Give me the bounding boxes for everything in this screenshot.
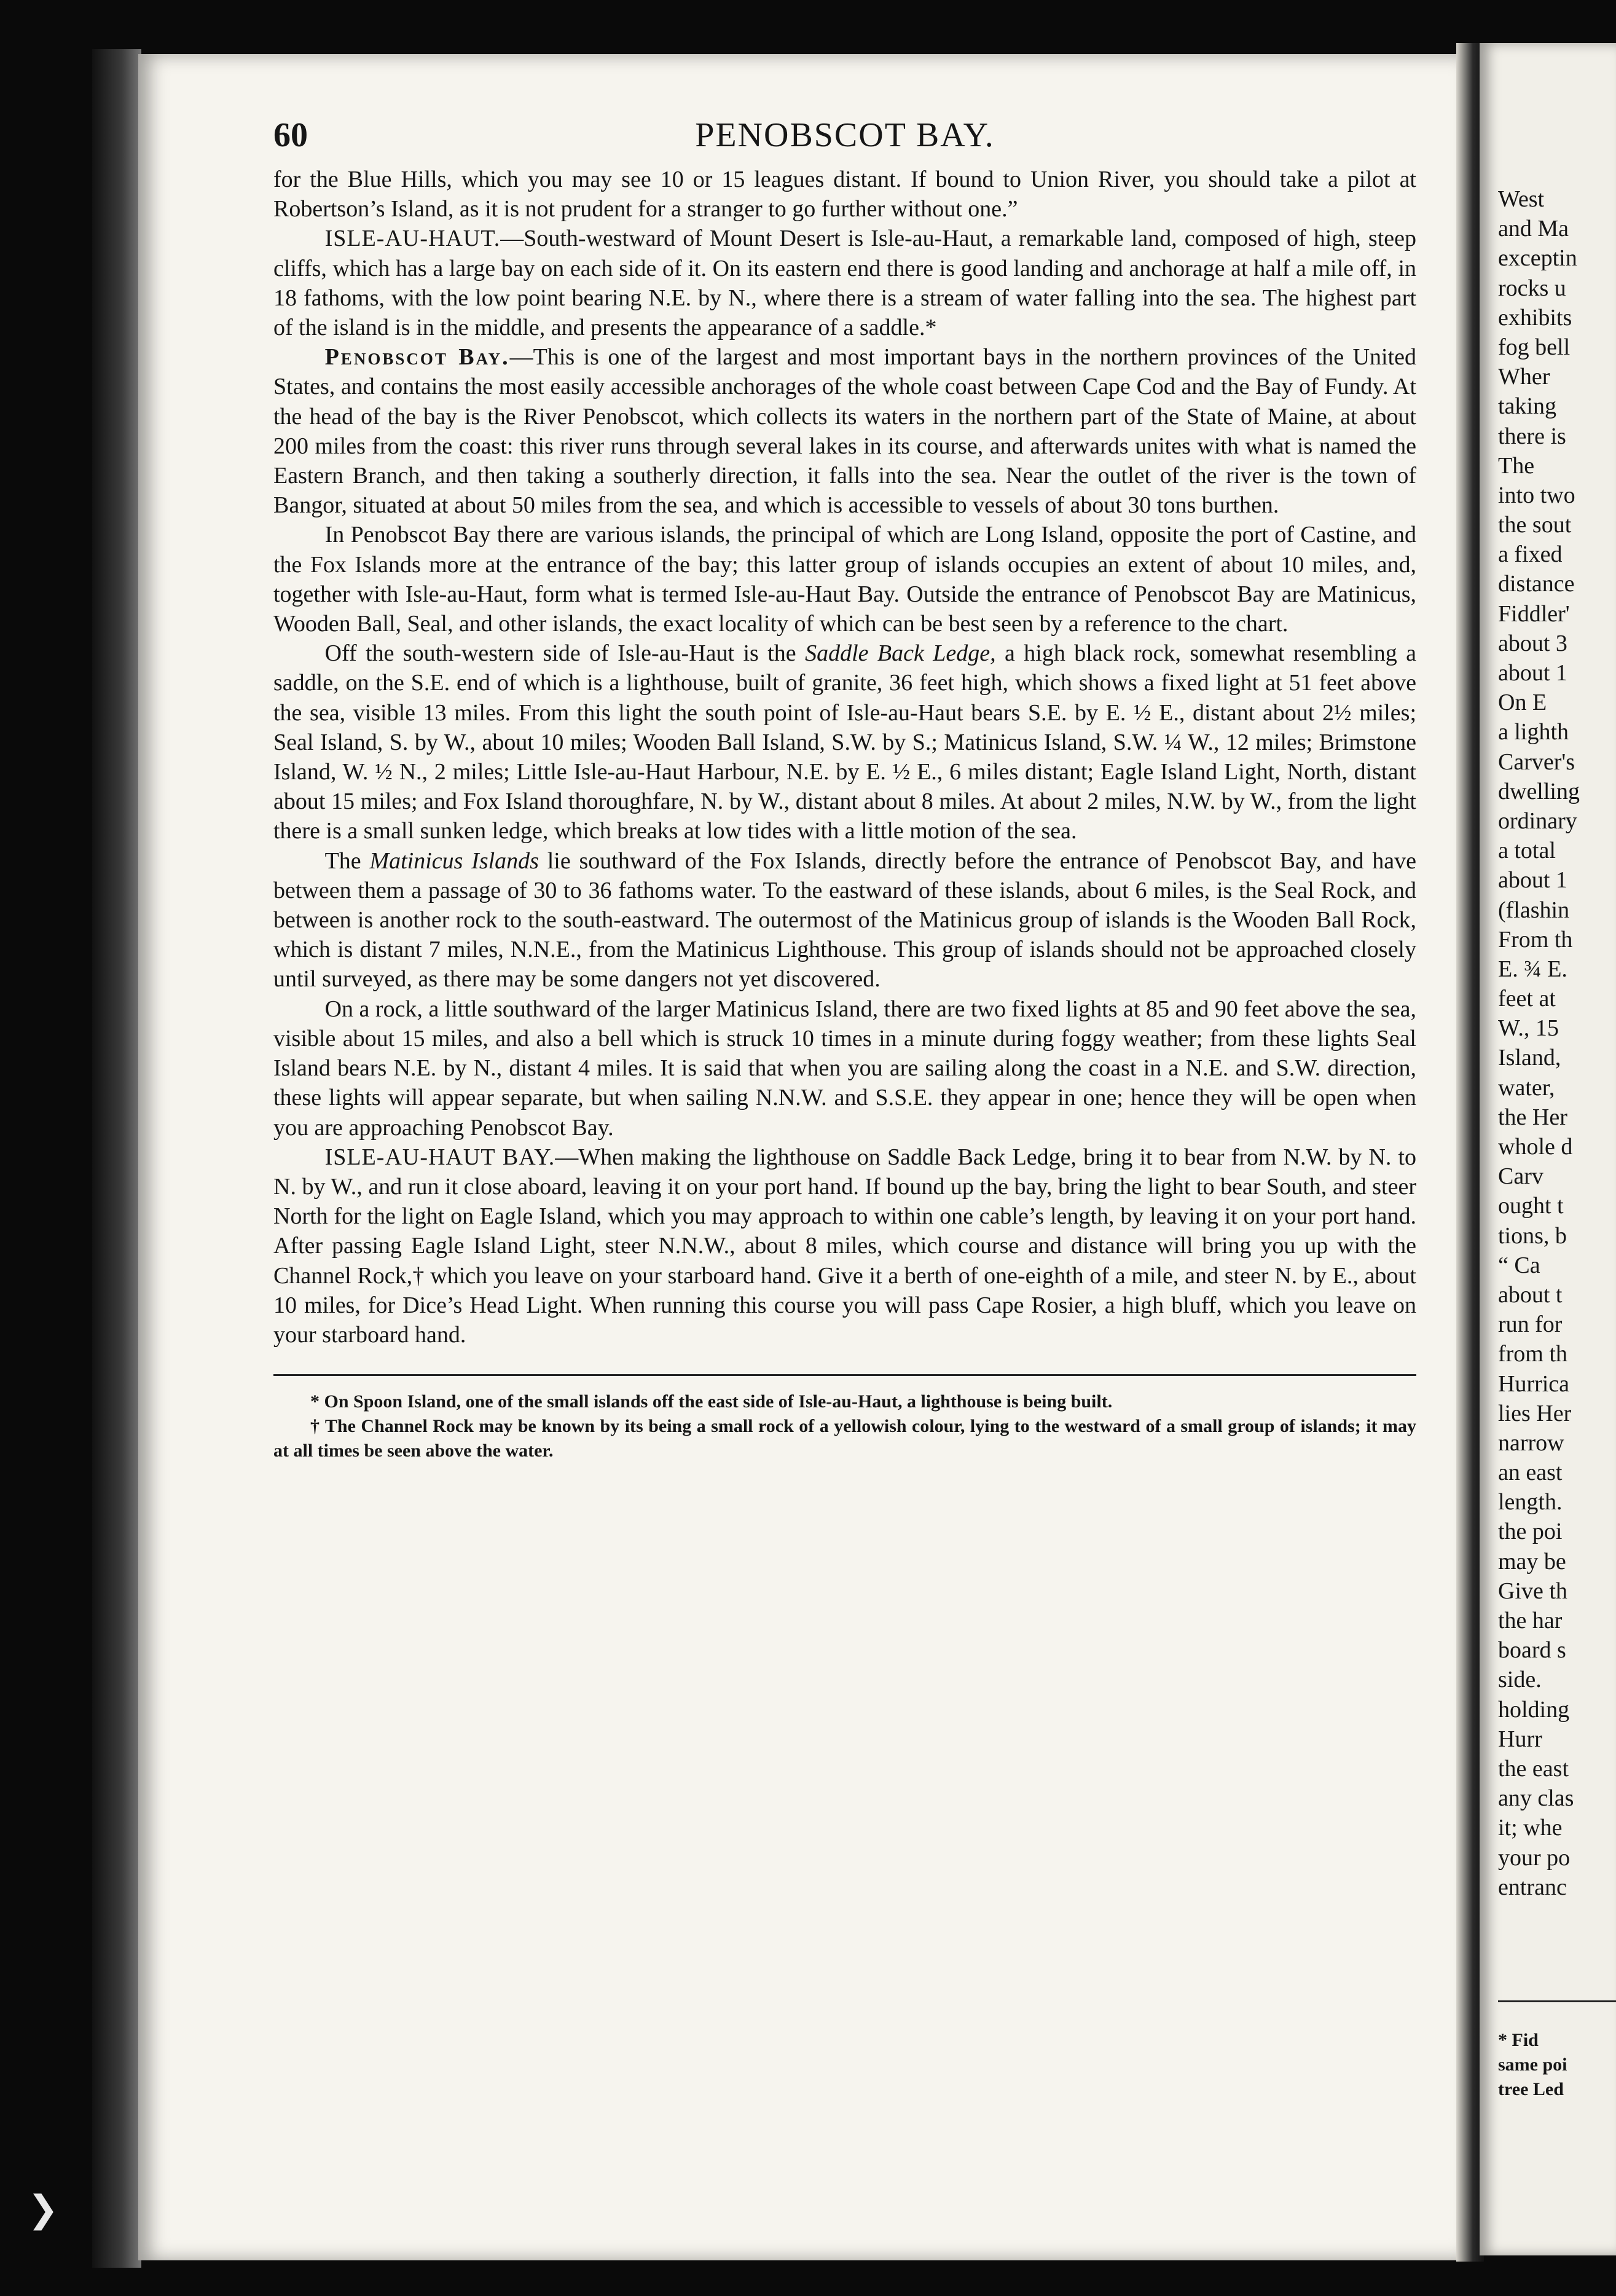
facing-page-line: narrow [1498,1429,1564,1456]
facing-page-line: Wher [1498,364,1550,390]
paragraph [273,1142,1416,1350]
facing-page-line: water, [1498,1074,1555,1101]
facing-page-line: From th [1498,926,1573,953]
facing-page-line: the Her [1498,1104,1567,1130]
facing-page-line: exceptin [1498,245,1577,272]
paragraph-text: lie southward of the Fox Islands, directly before the entrance of Penobscot Bay, and have between them a passage of 30 to 36 fathoms water. To the eastward of these islands, about 6 miles, is the Seal Rock, and between is another rock to the south-eastward. The outermost of the Matinicus group of islands is the Wooden Ball Rock, which is distant 7 miles, N.N.E., from the Matinicus Lighthouse. This group of islands should not be approached closely until surveyed, as there may be some dangers not yet discovered. [273,847,1416,993]
facing-page-line: The [1498,452,1535,479]
paragraph-text: —South-westward of Mount Desert is Isle-au-Haut, a remarkable land, composed of high, steep cliffs, which has a large bay on each side of it. On its eastern end there is good landing and anchorage at half a mile off, in 18 fathoms, with the low point bearing N.E. by N., where there is a stream of water falling into the sea. The highest part of the island is in the middle, and presents the appearance of a saddle.* [273,226,1416,341]
italic-name: Saddle Back Ledge, [805,640,996,667]
section-heading: Penobscot Bay. [324,344,510,371]
facing-page-line: ordinary [1498,808,1577,834]
facing-page-line: about 1 [1498,867,1567,894]
section-heading: ISLE-AU-HAUT BAY. [324,1144,555,1170]
facing-page-line: exhibits [1498,304,1572,331]
facing-page-line: distance [1498,571,1575,597]
facing-page-line: the east [1498,1755,1569,1782]
facing-page-line: Carv [1498,1163,1543,1190]
paragraph-text: —This is one of the largest and most important bays in the northern provinces of the United States, and contains the most easily accessible anchorages of the whole coast between Cape Cod and the Bay of Fundy. At the head of the bay is the River Penobscot, which collects its waters in the northern part of the State of Maine, at about 200 miles from the coast: this river runs through several lakes in its course, and afterwards unites with what is named the Eastern Branch, and then taking a southerly direction, it falls into the sea. Near the outlet of the river is the town of Bangor, situated at about 50 miles from the sea, and which is accessible to vessels of about 30 tons burthen. [273,344,1416,519]
facing-page-line: about 3 [1498,630,1567,656]
facing-page-line: any clas [1498,1785,1574,1812]
facing-page-line: a total [1498,838,1556,864]
facing-page-line: holding [1498,1696,1570,1723]
footnotes [273,1390,1416,1463]
facing-page-line: an east [1498,1460,1563,1486]
paragraph-text: The [324,847,370,874]
facing-page-line: it; whe [1498,1815,1563,1841]
facing-page-line: side. [1498,1667,1542,1693]
facing-page-line: W., 15 [1498,1015,1559,1042]
facing-page [1480,43,1616,2255]
footnote: † The Channel Rock may be known by its being a small rock of a yellowish colour, lying to the westward of a small group of islands; it may at all times be seen above the water. [273,1416,1416,1461]
paragraph [273,520,1416,639]
facing-page-line: E. ¾ E. [1498,956,1567,982]
section-heading: ISLE-AU-HAUT. [324,226,501,252]
facing-page-line: may be [1498,1548,1566,1575]
facing-page-line: your po [1498,1844,1571,1871]
paragraph [273,846,1416,994]
page-number: 60 [273,116,308,154]
facing-page-line: Fiddler' [1498,600,1570,627]
page-content [273,91,1416,1463]
facing-page-line: Hurr [1498,1726,1542,1752]
facing-page-line: On E [1498,690,1547,716]
facing-page-footnote-line: * Fid [1498,2030,1539,2050]
facing-page-line: a fixed [1498,541,1563,568]
facing-page-line: feet at [1498,986,1556,1012]
facing-page-line: lies Her [1498,1400,1572,1426]
facing-page-line: the sout [1498,512,1572,538]
facing-page-line: whole d [1498,1134,1573,1160]
paragraph-text: On a rock, a little southward of the larger Matinicus Island, there are two fixed lights at 85 and 90 feet above the sea, visible about 15 miles, and also a bell which is struck 10 times in a minute during foggy weather; from these lights Seal Island bears N.E. by N., distant 4 miles. It is said that when you are sailing along the coast in a N.E. and S.W. direction, these lights will appear separate, but when sailing N.N.W. and S.S.E. they appear in one; hence they will be open when you are approaching Penobscot Bay. [273,996,1416,1141]
facing-page-line: Carver's [1498,749,1575,775]
paragraph [273,994,1416,1142]
paragraph-text: Off the south-western side of Isle-au-Haut is the [324,640,806,667]
facing-page-line: ought t [1498,1193,1564,1219]
facing-page-footnotes [1498,2028,1616,2102]
facing-page-line: the har [1498,1608,1563,1634]
facing-page-line: entranc [1498,1874,1567,1900]
italic-name: Matinicus Islands [369,847,539,874]
page-header [273,91,1416,165]
scan-artifact: ❯ [28,2189,59,2230]
paragraph [273,342,1416,520]
facing-page-line: Give th [1498,1578,1567,1604]
facing-page-line: the poi [1498,1519,1563,1545]
facing-page-line: a lighth [1498,719,1569,745]
paragraph [273,165,1416,224]
footnote: * On Spoon Island, one of the small islands off the east side of Isle-au-Haut, a lighthouse is being built. [310,1391,1113,1412]
facing-page-line: from th [1498,1341,1567,1367]
paragraph [273,639,1416,846]
paragraph-text: In Penobscot Bay there are various islands, the principal of which are Long Island, opposite the port of Castine, and the Fox Islands more at the entrance of the bay; this latter group of islands occupies an extent of about 10 miles, and, together with Isle-au-Haut, form what is termed Isle-au-Haut Bay. Outside the entrance of Penobscot Bay are Matinicus, Wooden Ball, Seal, and other islands, the exact locality of which can be best seen by a reference to the chart. [273,522,1416,637]
facing-page-line: (flashin [1498,897,1570,923]
facing-page-line: run for [1498,1311,1563,1338]
facing-page-line: board s [1498,1637,1566,1664]
facing-page-line: about t [1498,1281,1563,1308]
facing-page-line: “ Ca [1498,1252,1540,1278]
facing-page-footnote-line: tree Led [1498,2079,1564,2099]
facing-page-lines [1498,184,1616,1902]
paragraph-text: a high black rock, somewhat resembling a saddle, on the S.E. end of which is a lighthouse, built of granite, 36 feet high, which shows a fixed light at 51 feet above the sea, visible 13 miles. From this light the south point of Isle-au-Haut bears S.E. by E. ½ E., distant about 2½ miles; Seal Island, S. by W., about 10 miles; Wooden Ball Island, S.W. by S.; Matinicus Island, S.W. ¼ W., 12 miles; Brimstone Island, W. ½ N., 2 miles; Little Isle-au-Haut Harbour, N.E. by E. ½ E., 6 miles distant; Eagle Island Light, North, distant about 15 miles; and Fox Island thoroughfare, N. by W., distant about 8 miles. At about 2 miles, N.W. by W., from the light there is a small sunken ledge, which breaks at low tides with a little motion of the sea. [273,640,1417,844]
facing-page-line: there is [1498,423,1566,449]
binding-gutter [92,49,141,2268]
facing-page-line: length. [1498,1489,1563,1516]
facing-page-line: tions, b [1498,1222,1567,1249]
facing-page-line: into two [1498,482,1575,508]
book-page [138,54,1459,2260]
facing-page-line: Island, [1498,1045,1561,1071]
facing-page-line: rocks u [1498,275,1566,301]
facing-page-line: about 1 [1498,660,1567,686]
paragraph [273,224,1416,342]
paragraph-text: for the Blue Hills, which you may see 10 or 15 leagues distant. If bound to Union River, you should take a pilot at Robertson’s Island, as it is not prudent for a stranger to go further without one.” [273,167,1416,222]
facing-page-line: Hurrica [1498,1370,1570,1397]
facing-page-line: taking [1498,393,1556,420]
paragraph-text: —When making the lighthouse on Saddle Back Ledge, bring it to bear from N.W. by N. to N. by W., and run it close aboard, leaving it on your port hand. If bound up the bay, bring the light to bear South, and steer North for the light on Eagle Island, which you may approach to within one cable’s length, by leaving it on your port hand. After passing Eagle Island Light, steer N.N.W., about 8 miles, which course and distance will bring you up with the Channel Rock,† which you leave on your starboard hand. Give it a berth of one-eighth of a mile, and steer N. by E., about 10 miles, for Dice’s Head Light. When running this course you will pass Cape Rosier, a high bluff, which you leave on your starboard hand. [273,1144,1416,1348]
running-head: PENOBSCOT BAY. [695,116,995,154]
facing-page-line: dwelling [1498,778,1580,804]
facing-page-footnote-line: same poi [1498,2054,1567,2075]
footnote-divider [273,1374,1416,1376]
facing-page-line: West [1498,186,1545,212]
facing-page-line: and Ma [1498,216,1569,242]
facing-page-line: fog bell [1498,334,1571,360]
facing-footnote-divider [1498,2000,1616,2002]
body-text [273,165,1416,1350]
